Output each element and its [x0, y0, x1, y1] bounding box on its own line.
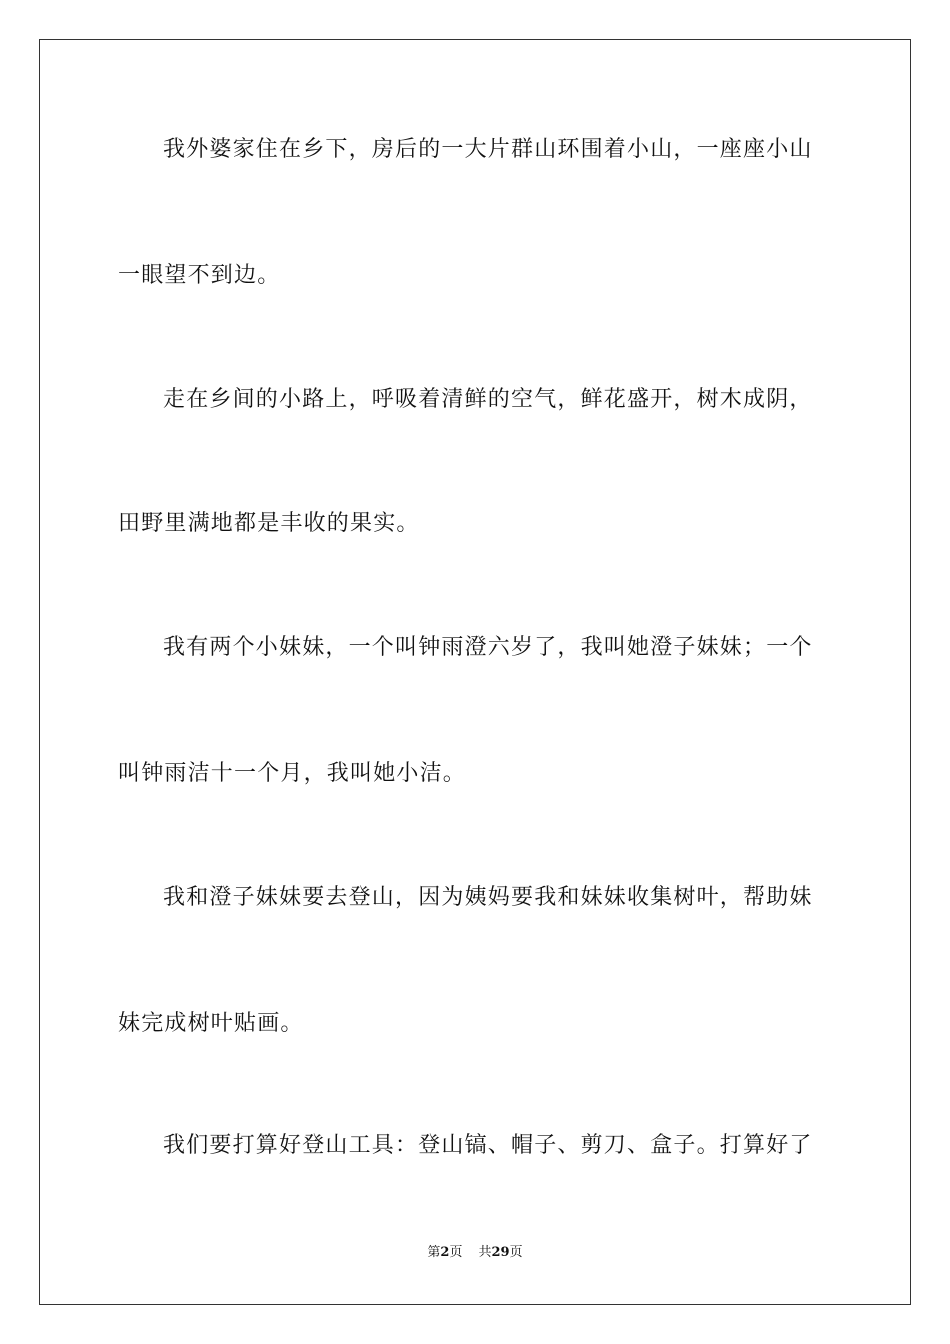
page-border [39, 39, 911, 1305]
paragraph-1-line-1: 我外婆家住在乡下，房后的一大片群山环围着小山，一座座小山 [163, 137, 813, 162]
total-prefix: 共 [478, 1245, 492, 1260]
page-prefix: 第 [427, 1245, 441, 1260]
paragraph-3-line-2: 叫钟雨洁十一个月，我叫她小洁。 [118, 761, 467, 786]
total-pages: 29 [491, 1245, 510, 1260]
page-footer [0, 1244, 950, 1262]
paragraph-1-line-2: 一眼望不到边。 [118, 263, 281, 288]
page-number: 2 [440, 1245, 450, 1260]
paragraph-4-line-1: 我和澄子妹妹要去登山，因为姨妈要我和妹妹收集树叶，帮助妹 [163, 885, 813, 910]
paragraph-2-line-1: 走在乡间的小路上，呼吸着清鲜的空气，鲜花盛开，树木成阴， [163, 387, 813, 412]
paragraph-4-line-2: 妹完成树叶贴画。 [118, 1011, 304, 1036]
paragraph-3-line-1: 我有两个小妹妹，一个叫钟雨澄六岁了，我叫她澄子妹妹；一个 [163, 635, 813, 660]
paragraph-2-line-2: 田野里满地都是丰收的果实。 [118, 511, 420, 536]
paragraph-5-line-1: 我们要打算好登山工具：登山镐、帽子、剪刀、盒子。打算好了 [163, 1133, 813, 1158]
page-suffix: 页 [449, 1245, 463, 1260]
total-suffix: 页 [509, 1245, 523, 1260]
